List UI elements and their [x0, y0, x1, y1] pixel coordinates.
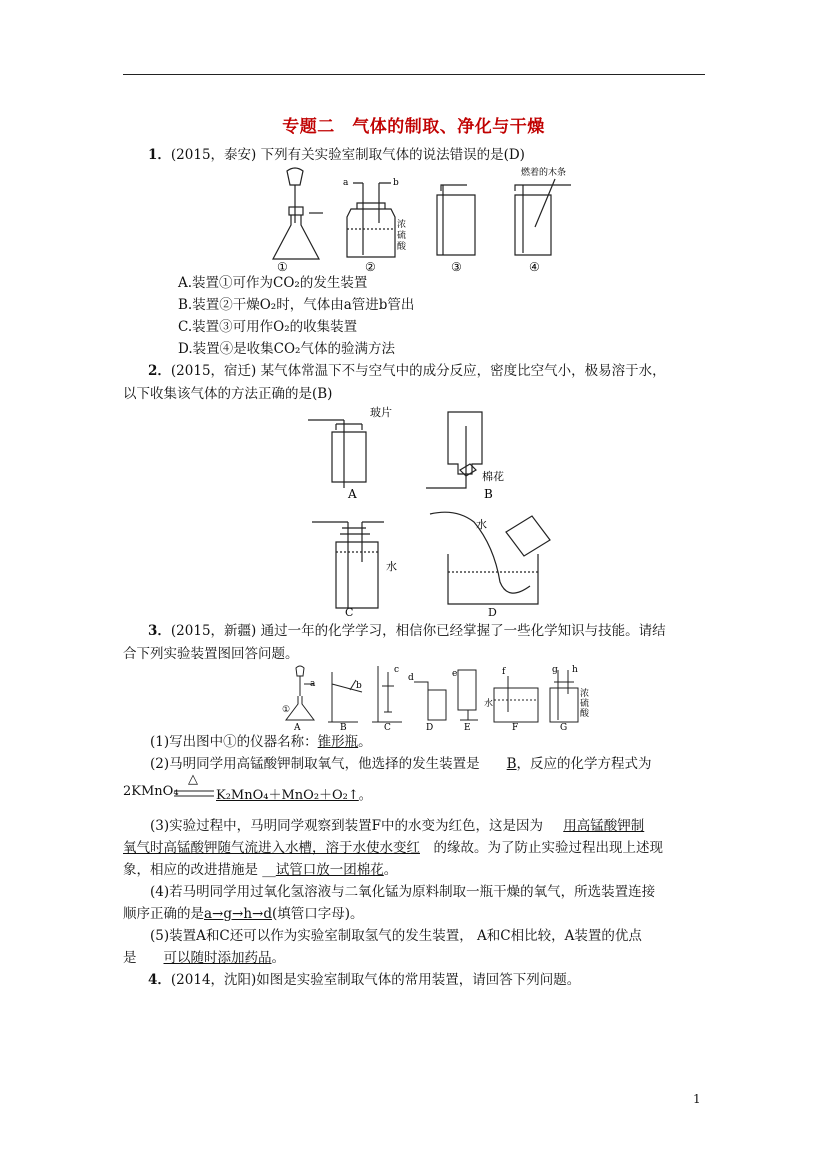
fig3-mark-f: f [502, 667, 506, 677]
q4-stem: 4．(2014，沈阳)如图是实验室制取气体的常用装置，请回答下列问题。 [148, 972, 581, 988]
fig1-match-label: 燃着的木条 [521, 168, 567, 178]
q3-stem-1: 3．(2015，新疆) 通过一年的化学学习，相信你已经掌握了一些化学知识与技能。请结 [148, 623, 666, 639]
fig3-label-f: F [512, 723, 519, 733]
fig1-label-1: ① [277, 260, 288, 274]
fig2-cotton-label: 棉花 [482, 470, 504, 483]
q3-part3-line2: 氧气时高锰酸钾随气流进入水槽，溶于水使水变红 的缘故。为了防止实验过程出现上述现 [123, 840, 663, 856]
fig1-label-4: ④ [529, 260, 540, 274]
fig1-label-2: ② [365, 260, 376, 274]
fig3-mark-a: a [310, 679, 316, 689]
q3-equals-sign [174, 790, 214, 798]
fig1-acid1: 浓 [397, 220, 407, 230]
fig3-mark-b: b [356, 681, 362, 691]
fig3-circle-one: ① [282, 705, 291, 715]
fig3-mark-e: e [452, 669, 458, 679]
q3-part1: (1)写出图中①的仪器名称：锥形瓶。 [150, 734, 372, 750]
fig1-tube-a: a [343, 178, 349, 188]
fig2-water-label-d: 水 [476, 518, 487, 531]
q3-part3-line3: 象，相应的改进措施是 __试管口放一团棉花。 [123, 862, 398, 878]
q3-equation-left: 2KMnO₄ [123, 784, 179, 799]
q3-part2: (2)马明同学用高锰酸钾制取氧气，他选择的发生装置是 B，反应的化学方程式为 [150, 756, 652, 772]
q2-stem-1: 2．(2015，宿迁) 某气体常温下不与空气中的成分反应，密度比空气小，极易溶于水， [148, 363, 666, 379]
fig3-mark-d: d [408, 673, 414, 683]
fig3-mark-h: h [572, 665, 578, 675]
page-title: 专题二 气体的制取、净化与干燥 [282, 117, 545, 137]
q1-stem: 1．(2015，泰安) 下列有关实验室制取气体的说法错误的是(D) [148, 147, 525, 163]
q2-stem-2: 以下收集该气体的方法正确的是(B) [123, 386, 333, 402]
fig3-label-d: D [426, 723, 434, 733]
q3-part4-line1: (4)若马明同学用过氧化氢溶液与二氧化锰为原料制取一瓶干燥的氧气，所选装置连接 [150, 884, 656, 900]
q3-equation-right: K₂MnO₄＋MnO₂＋O₂↑。 [216, 788, 372, 803]
fig1-acid3: 酸 [397, 242, 407, 252]
q3-part5-line2: 是 可以随时添加药品。 [123, 950, 285, 966]
fig1-acid2: 硫 [397, 231, 407, 241]
q2-figure [300, 402, 560, 612]
q1-option-a: A.装置①可作为CO₂的发生装置 [178, 275, 368, 291]
fig3-label-e: E [464, 723, 471, 733]
q3-part3-line1: (3)实验过程中，马明同学观察到装置F中的水变为红色，这是因为 用高锰酸钾制 [150, 818, 645, 834]
header-rule [123, 74, 705, 75]
fig1-label-3: ③ [451, 260, 462, 274]
q1-option-d: D.装置④是收集CO₂气体的验满方法 [178, 341, 395, 357]
fig2-glass-label: 玻片 [370, 406, 392, 419]
fig2-label-a: A [348, 487, 357, 501]
page-number: 1 [693, 1092, 701, 1106]
fig3-label-c: C [384, 723, 391, 733]
q1-option-b: B.装置②干燥O₂时，气体由a管进b管出 [178, 297, 415, 313]
fig3-mark-g: g [552, 665, 558, 675]
q3-stem-2: 合下列实验装置图回答问题。 [123, 646, 299, 662]
fig2-label-b: B [484, 487, 493, 501]
fig3-label-g: G [560, 723, 568, 733]
fig2-label-c-text: C [345, 606, 354, 619]
fig2-water-label-c: 水 [386, 560, 397, 573]
fig3-acid1: 浓 [580, 689, 590, 699]
fig2-label-d-text: D [488, 606, 497, 619]
fig3-water: 水 [484, 699, 494, 709]
q3-figure [268, 662, 588, 732]
fig3-acid3: 酸 [580, 709, 590, 719]
fig1-tube-b: b [393, 178, 399, 188]
fig3-acid2: 硫 [580, 699, 590, 709]
q1-figure [265, 163, 595, 275]
q3-part4-line2: 顺序正确的是a→g→h→d(填管口字母)。 [123, 906, 364, 922]
fig3-label-a: A [294, 723, 301, 733]
q3-equation-condition: △ [188, 772, 198, 787]
fig3-mark-c: c [394, 665, 400, 675]
q1-option-c: C.装置③可用作O₂的收集装置 [178, 319, 358, 335]
q3-part5-line1: (5)装置A和C还可以作为实验室制取氢气的发生装置， A和C相比较，A装置的优点 [150, 928, 642, 944]
fig3-label-b: B [340, 723, 347, 733]
